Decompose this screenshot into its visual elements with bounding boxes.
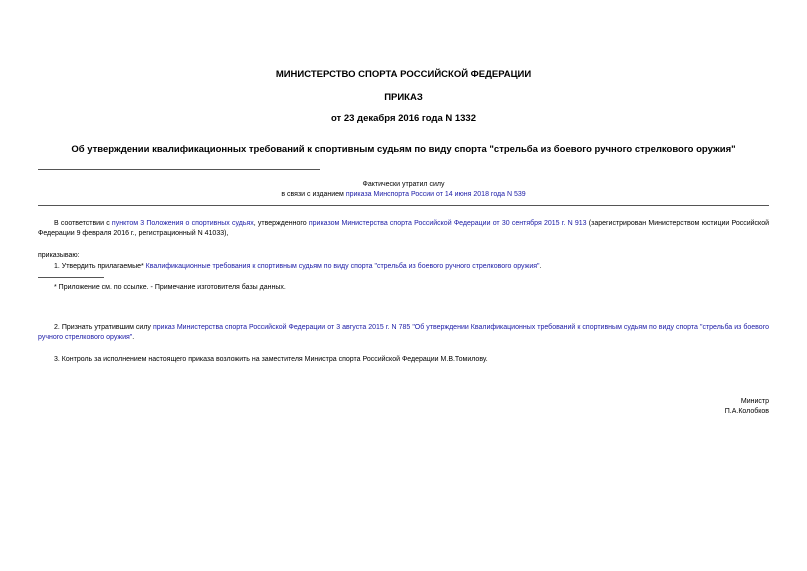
doc-type-heading: ПРИКАЗ (384, 92, 423, 103)
signature-name: П.А.Колобков (724, 408, 769, 415)
divider-full (38, 205, 769, 206)
status-reason (0, 190, 807, 200)
item-3: 3. Контроль за исполнением настоящего приказа возложить на заместителя Министра спорта Российской Федерации М.В.Томилову. (54, 356, 488, 363)
signature-position: Министр (740, 398, 769, 405)
divider-short (38, 169, 320, 170)
item-2-end: . (132, 333, 135, 341)
preamble-link-2[interactable]: приказом Министерства спорта Российской Федерации от 30 сентября 2015 г. N 913 (308, 220, 587, 227)
status-prefix: в связи с изданием (281, 191, 346, 198)
footnote: * Приложение см. по ссылке. - Примечание изготовителя базы данных. (54, 284, 286, 291)
footnote-divider (38, 277, 104, 278)
ministry-heading: МИНИСТЕРСТВО СПОРТА РОССИЙСКОЙ ФЕДЕРАЦИИ (275, 69, 532, 80)
preamble-link-1[interactable]: пунктом 3 Положения о спортивных судьях (111, 220, 254, 227)
preamble-text-1: В соответствии с (54, 220, 112, 227)
item-1-text: 1. Утвердить прилагаемые* (54, 263, 146, 270)
status-link[interactable]: приказа Минспорта России от 14 июня 2018 года N 539 (345, 191, 526, 198)
item-2 (38, 323, 769, 342)
date-number-heading: от 23 декабря 2016 года N 1332 (330, 113, 476, 124)
preamble-text-2: , утвержденного (253, 220, 309, 227)
preamble-text-3: (зарегистрирован Министерством юстиции Российской Федерации 9 февраля 2016 г., регистрационный N 41033), (38, 220, 770, 237)
status-line: Фактически утратил силу (362, 181, 445, 188)
item-1 (54, 262, 769, 272)
item-1-link[interactable]: Квалификационные требования к спортивным судьям по виду спорта "стрельба из боевого ручного стрелкового оружия" (145, 263, 540, 270)
preamble-paragraph (38, 219, 769, 238)
item-1-end: . (539, 263, 542, 270)
order-word: приказываю: (38, 252, 80, 259)
item-2-text: 2. Признать утратившим силу (54, 324, 153, 331)
page-title: Об утверждении квалификационных требований к спортивным судьям по виду спорта "стрельба из боевого ручного стрелкового оружия" (71, 144, 736, 155)
item-2-link[interactable]: приказ Министерства спорта Российской Федерации от 3 августа 2015 г. N 785 "Об утверждении Квалификационных требований к спортивным судьям по виду спорта "стрельба из боевого ручного стрелкового оружия" (38, 324, 769, 341)
